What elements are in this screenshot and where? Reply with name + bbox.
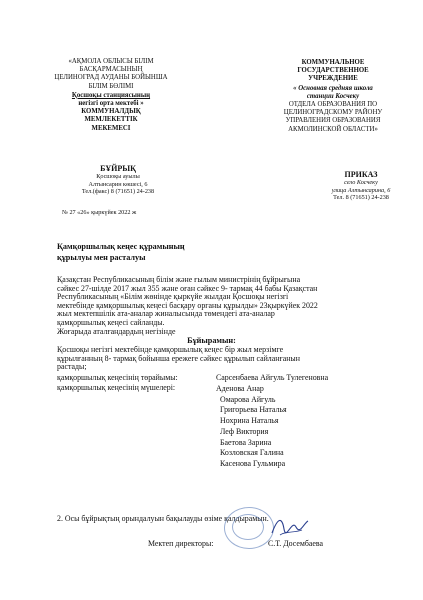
header-left-bold: МЕКЕМЕСІ bbox=[91, 124, 131, 132]
member-name: Григорьева Наталья bbox=[220, 405, 287, 415]
header-right-line: АКМОЛИНСКОЙ ОБЛАСТИ» bbox=[288, 125, 378, 133]
header-right-school: « Основная средняя школа bbox=[293, 84, 373, 92]
header-right bbox=[260, 59, 406, 134]
member-name: Омарова Айгуль bbox=[220, 394, 276, 404]
handwritten-signature bbox=[270, 513, 310, 539]
members-list bbox=[216, 384, 287, 470]
right-order-line: Тел. 8 (71651) 24-238 bbox=[333, 194, 389, 202]
header-right-school: станции Косчеку bbox=[306, 92, 360, 100]
order-title-ru: ПРИКАЗ bbox=[344, 170, 378, 179]
paragraph-line: Жоғарыда аталғандардың негізінде bbox=[57, 326, 176, 336]
control-line: 2. Осы бұйрықтың орындалуын бақылауды өзіме қалдырамын. bbox=[57, 514, 269, 523]
official-stamp bbox=[224, 507, 274, 549]
order-title-kz: БҰЙРЫҚ bbox=[100, 164, 136, 173]
header-left-bold: КОММУНАЛДЫҚ bbox=[81, 108, 141, 116]
paragraph-line: Қазақстан Республикасының білім және ғылым министрінің бұйрығына bbox=[57, 275, 301, 284]
header-right-line: УПРАВЛЕНИЯ ОБРАЗОВАНИЯ bbox=[285, 117, 381, 125]
directive-paragraph bbox=[57, 346, 300, 372]
member-name: Касенова Гульмира bbox=[220, 458, 286, 468]
paragraph-line: мектебінде қамқоршылық кеңесі басқару органы құрылды» 23қыркүйек 2022 bbox=[57, 300, 318, 310]
header-left-line: ЦЕЛИНОГРАД АУДАНЫ БОЙЫНША bbox=[54, 74, 168, 82]
member-name: Нохрина Наталья bbox=[220, 416, 279, 426]
paragraph-line: сәйкес 27-шілде 2017 жыл 355 және оған сәйкес 9- тармақ 44 бабы Қазақстан bbox=[57, 283, 318, 293]
header-left-line: «АҚМОЛА ОБЛЫСЫ БІЛІМ bbox=[68, 58, 154, 65]
signature-name: С.Т. Досембаева bbox=[268, 539, 323, 548]
order-heading: Бұйырамын: bbox=[187, 336, 236, 345]
subject-line: құрылуы мен расталуы bbox=[57, 252, 146, 262]
member-name: Козловская Галина bbox=[220, 448, 284, 458]
header-left-school: Қосшоқы станциясының bbox=[71, 91, 151, 99]
member-name: Баетова Зарина bbox=[220, 437, 272, 447]
header-right-bold: КОММУНАЛЬНОЕ bbox=[301, 59, 365, 66]
member-name: Леф Виктория bbox=[220, 426, 269, 436]
signature-label: Мектеп директоры: bbox=[148, 539, 214, 548]
header-left-school: негізгі орта мектебі » bbox=[78, 100, 144, 108]
header-left-line: БІЛІМ БӨЛІМІ bbox=[88, 82, 134, 90]
header-right-line: ЦЕЛИНОГРАДСКОМУ РАЙОНУ bbox=[283, 109, 383, 117]
directive-line: құрылғанның 8- тармақ бойынша ережеге сәйкес құрылып сайланғанын bbox=[57, 353, 300, 363]
paragraph-line: жыл мектепшілік ата-аналар жиналысында төмендегі ата-аналар bbox=[57, 309, 275, 319]
header-right-line: ОТДЕЛА ОБРАЗОВАНИЯ ПО bbox=[288, 101, 378, 109]
left-order-line: Қосшоқы ауылы bbox=[96, 173, 140, 180]
preamble-paragraph bbox=[57, 276, 318, 336]
header-left-line: БАСҚАРМАСЫНЫҢ bbox=[79, 66, 143, 74]
members-label: қамқоршылық кеңесінің мүшелері: bbox=[57, 383, 176, 392]
member-name: Аденова Анар bbox=[216, 384, 264, 393]
left-order-block bbox=[58, 164, 178, 196]
subject-line: Қамқоршылық кеңес құрамының bbox=[57, 242, 185, 251]
subject bbox=[57, 242, 185, 263]
header-left bbox=[40, 58, 182, 133]
right-order-line: село Косчеку bbox=[344, 179, 378, 186]
left-order-line: Тел.(факс) 8 (71651) 24-238 bbox=[81, 188, 155, 196]
chair-label: қамқоршылық кеңесінің төрайымы: bbox=[57, 373, 178, 382]
right-order-block bbox=[306, 170, 416, 202]
order-number-line: № 27 «26» қыркүйек 2022 ж bbox=[62, 209, 137, 216]
header-left-bold: МЕМЛЕКЕТТІК bbox=[84, 116, 138, 124]
directive-line: Қосшоқы негізгі мектебінде қамқоршылық кеңес бір жыл мерзімге bbox=[57, 345, 284, 354]
directive-line: растады; bbox=[57, 362, 87, 372]
paragraph-line: Республикасының «Білім жөнінде қыркүйе жылдан Қосшоқы негізгі bbox=[57, 292, 289, 302]
header-right-bold: УЧРЕЖДЕНИЕ bbox=[308, 75, 358, 83]
left-order-line: Алтынсарин көшесі, 6 bbox=[88, 180, 148, 188]
paragraph-line: қамқоршылық кеңесі сайланды. bbox=[57, 317, 165, 327]
header-right-bold: ГОСУДАРСТВЕННОЕ bbox=[297, 67, 369, 75]
right-order-line: улица Алтынсарина, 6 bbox=[331, 186, 391, 194]
chair-name: Сарсенбаева Айгуль Тулегеновна bbox=[216, 373, 329, 382]
